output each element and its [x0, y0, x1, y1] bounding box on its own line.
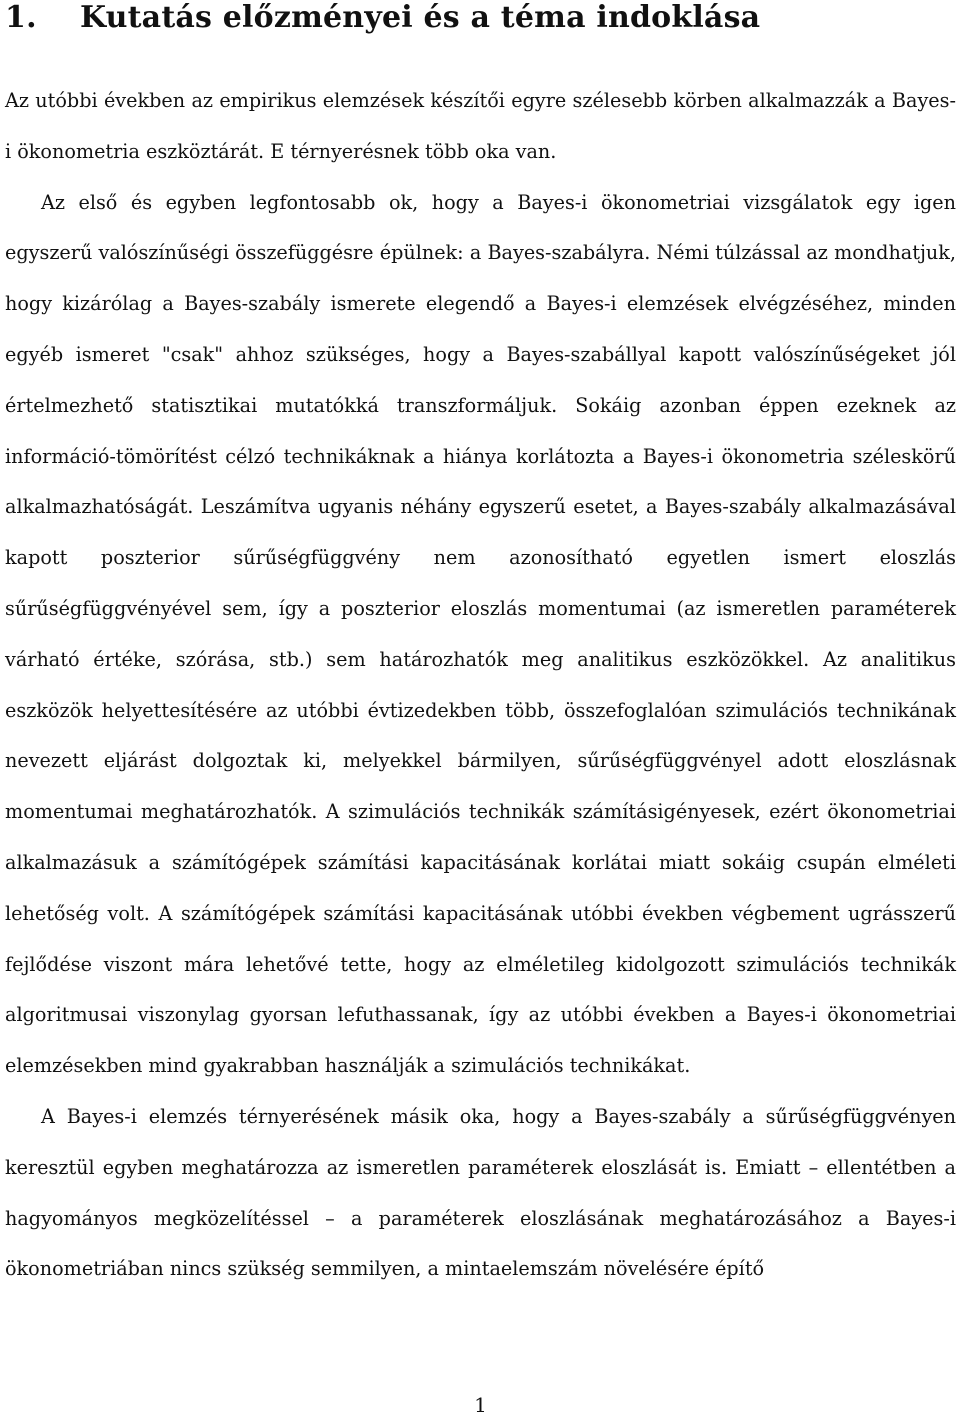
page-number: 1 — [474, 1393, 487, 1417]
body-text — [5, 76, 956, 1295]
section-title: Kutatás előzményei és a téma indoklása — [80, 0, 761, 35]
paragraph-2: Az első és egyben legfontosabb ok, hogy a Bayes-i ökonometriai vizsgálatok egy igen egyszerű valószínűségi összefüggésre épülnek: a Bayes-szabályra. Némi túlzással az mondhatjuk, hogy kizárólag a Bayes-szabály ismerete elegendő a Bayes-i elemzések elvégzéséhez, minden egyéb ismeret "csak" ahhoz szükséges, hogy a Bayes-szabállyal kapott valószínűségeket jól értelmezhető statisztikai mutatókká transzformáljuk. Sokáig azonban éppen ezeknek az információ-tömörítést célzó technikáknak a hiánya korlátozta a Bayes-i ökonometria széleskörű alkalmazhatóságát. Leszámítva ugyanis néhány egyszerű esetet, a Bayes-szabály alkalmazásával kapott poszterior sűrűségfüggvény nem azonosítható egyetlen ismert eloszlás sűrűségfüggvényével sem, így a poszterior eloszlás momentumai (az ismeretlen paraméterek várható értéke, szórása, stb.) sem határozhatók meg analitikus eszközökkel. Az analitikus eszközök helyettesítésére az utóbbi évtizedekben több, összefoglalóan szimulációs technikának nevezett eljárást dolgoztak ki, melyekkel bármilyen, sűrűségfüggvényel adott eloszlásnak momentumai meghatározhatók. A szimulációs technikák számításigényesek, ezért ökonometriai alkalmazásuk a számítógépek számítási kapacitásának korlátai miatt sokáig csupán elméleti lehetőség volt. A számítógépek számítási kapacitásának utóbbi években végbement ugrásszerű fejlődése viszont mára lehetővé tette, hogy az elméletileg kidolgozott szimulációs technikák algoritmusai viszonylag gyorsan lefuthassanak, így az utóbbi években a Bayes-i ökonometriai elemzésekben mind gyakrabban használják a szimulációs technikákat. — [5, 190, 956, 1078]
section-heading — [5, 0, 956, 36]
document-page — [5, 0, 956, 1420]
paragraph-3: A Bayes-i elemzés térnyerésének másik oka, hogy a Bayes-szabály a sűrűségfüggvényen keresztül egyben meghatározza az ismeretlen paraméterek eloszlását is. Emiatt – ellentétben a hagyományos megközelítéssel – a paraméterek eloszlásának meghatározásához a Bayes-i ökonometriában nincs szükség semmilyen, a mintaelemszám növelésére építő — [5, 1104, 956, 1281]
section-number: 1. — [5, 0, 37, 35]
paragraph-1: Az utóbbi években az empirikus elemzések készítői egyre szélesebb körben alkalmazzák a Bayes-i ökonometria eszköztárát. E térnyerésnek több oka van. — [5, 89, 956, 163]
